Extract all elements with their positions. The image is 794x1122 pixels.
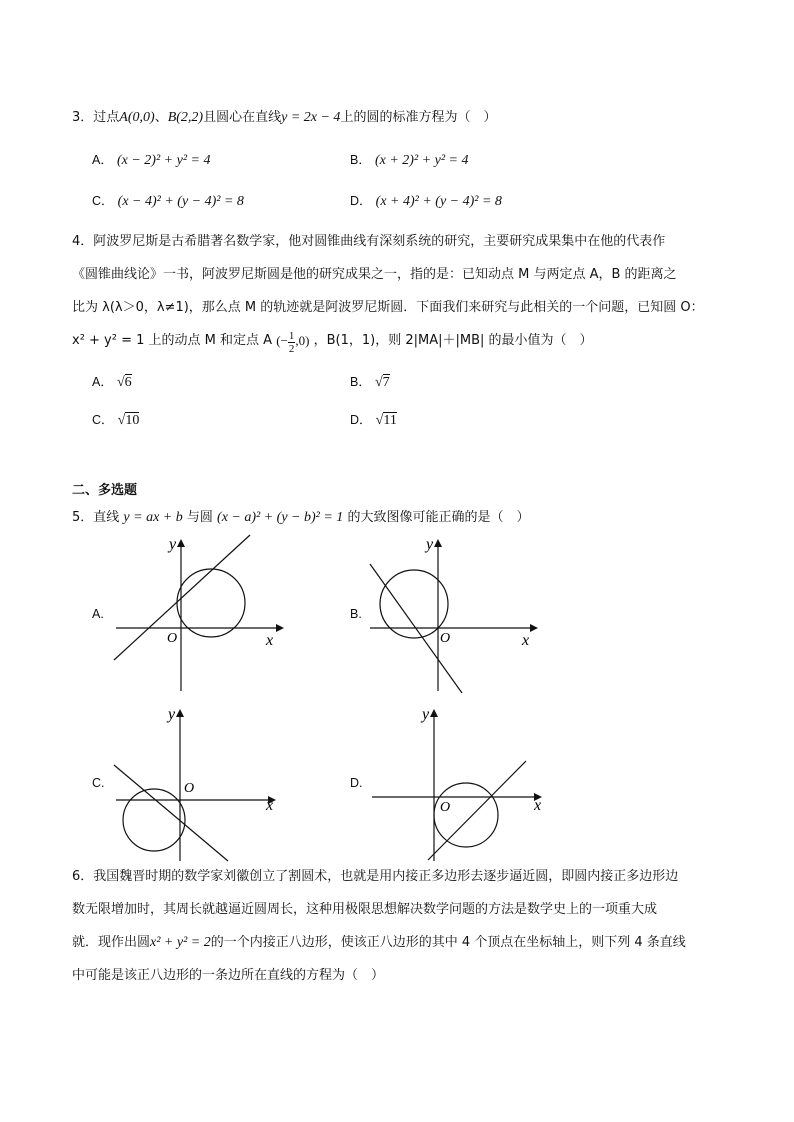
graph-c[interactable]: [108, 703, 288, 863]
question-5-stem: 5．直线 y = ax + b 与圆 (x − a)² + (y − b)² = 1 的大致图像可能正确的是（ ）: [72, 510, 530, 525]
fraction-numerator: 1: [288, 329, 295, 342]
point-a: A(0,0): [119, 110, 155, 125]
origin-label: O: [184, 781, 195, 796]
sqrt-expression: √6: [116, 375, 132, 390]
q3-option-d[interactable]: D． (x + 4)² + (y − 4)² = 8: [350, 194, 502, 209]
sqrt-expression: √10: [117, 413, 140, 428]
circle: [177, 569, 245, 637]
sqrt-expression: √11: [375, 413, 397, 428]
circle-equation: x² + y² = 2: [150, 935, 211, 950]
y-axis-arrow: [177, 539, 185, 547]
graph-b-label: B.: [350, 607, 362, 621]
line-expression: y = ax + b: [123, 510, 183, 525]
point-b: B(2,2): [167, 110, 204, 125]
graph-d-label: D.: [350, 776, 363, 790]
option-expression: (x + 2)² + y² = 4: [374, 153, 469, 168]
origin-label: O: [167, 631, 178, 646]
question-number: 3．: [72, 110, 94, 125]
circle-expression: (x − a)² + (y − b)² = 1: [217, 510, 344, 525]
x-axis-arrow: [530, 624, 538, 632]
sqrt-expression: √7: [374, 375, 390, 390]
y-label: y: [169, 536, 177, 553]
line-equation: y = 2x − 4: [281, 110, 341, 125]
q3-option-b[interactable]: B． (x + 2)² + y² = 4: [350, 153, 469, 168]
option-expression: (x − 4)² + (y − 4)² = 8: [117, 194, 244, 209]
x-axis-arrow: [276, 624, 284, 632]
x-label: x: [522, 632, 530, 649]
graph-c-label: C.: [92, 776, 105, 790]
q4-option-a[interactable]: A． √6: [92, 375, 132, 390]
y-axis-arrow: [430, 709, 438, 717]
graph-d[interactable]: [362, 703, 552, 863]
graph-a[interactable]: [108, 533, 288, 693]
y-axis-arrow: [176, 709, 184, 717]
q4-option-b[interactable]: B． √7: [350, 375, 390, 390]
y-axis-arrow: [434, 539, 442, 547]
x-label: x: [266, 797, 274, 814]
section-heading: 二、多选题: [72, 483, 138, 498]
origin-label: O: [440, 631, 451, 646]
q4-option-c[interactable]: C． √10: [92, 413, 140, 428]
fraction-point: (− $\frac{1}{2}$ ,0): [276, 329, 310, 355]
option-expression: (x − 2)² + y² = 4: [116, 153, 211, 168]
question-3-stem: 3．过点A(0,0)、B(2,2)且圆心在直线y = 2x − 4上的圆的标准方程为（ ）: [72, 110, 497, 125]
y-label: y: [426, 536, 434, 553]
option-expression: (x + 4)² + (y − 4)² = 8: [375, 194, 502, 209]
fraction-denominator: 2: [288, 342, 295, 355]
x-label: x: [266, 632, 274, 649]
x-label: x: [534, 797, 542, 814]
q4-option-d[interactable]: D． √11: [350, 413, 397, 428]
q3-option-c[interactable]: C． (x − 4)² + (y − 4)² = 8: [92, 194, 244, 209]
question-6-stem: 6．我国魏晋时期的数学家刘徽创立了割圆术，也就是用内接正多边形去逐步逼近圆，即圆内接正多边形边 数无限增加时，其周长就越逼近圆周长，这种用极限思想解决数学问题的方法是数学史上的一项重大成 就．现作出圆x² + y² = 2的一个内接正八边形，使该正八边形的其中 4 个顶点在坐标轴上，则下列 4 条直线 中可能是该正八边形的一条边所在直线的方程为（ ）: [72, 869, 686, 983]
circle: [434, 783, 498, 847]
y-label: y: [422, 706, 430, 723]
graph-b[interactable]: [362, 533, 542, 693]
q3-option-a[interactable]: A． (x − 2)² + y² = 4: [92, 153, 211, 168]
line: [114, 535, 250, 660]
question-4-stem: 4．阿波罗尼斯是古希腊著名数学家，他对圆锥曲线有深刻系统的研究，主要研究成果集中在他的代表作 《圆锥曲线论》一书，阿波罗尼斯圆是他的研究成果之一，指的是：已知动点 M 与两定点 A，B 的距离之 比为 λ(λ＞0，λ≠1)，那么点 M 的轨迹就是阿波罗尼斯圆．下面我们来研究与此相关的一个问题，已知圆 O： x² + y² = 1 上的动点 M 和定点 A (− $\frac{1}{2}$ ,0) ，B(1，1)，则 2|MA|＋|MB| 的最小值为（ ）: [72, 225, 722, 357]
graph-a-label: A.: [92, 607, 104, 621]
origin-label: O: [440, 800, 451, 815]
y-label: y: [168, 706, 176, 723]
